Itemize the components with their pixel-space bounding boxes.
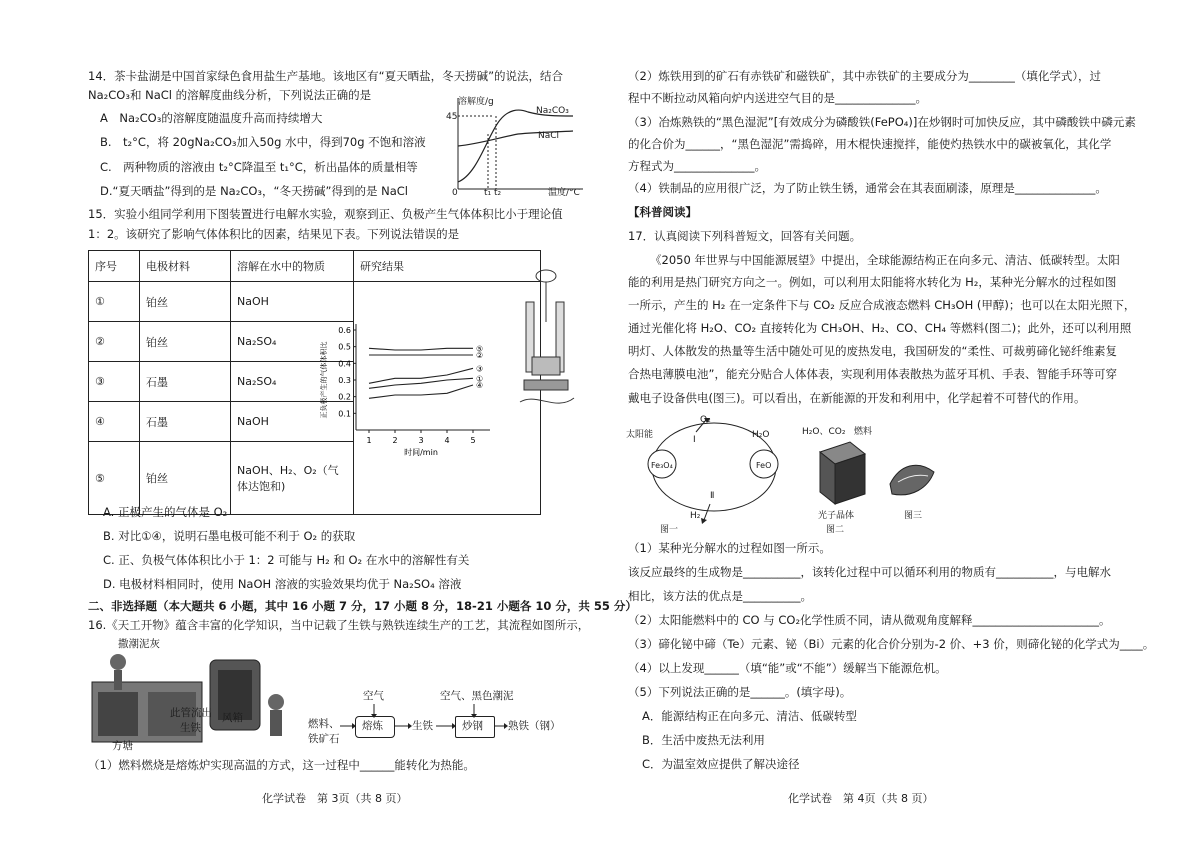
q17-para-line5: 明灯、人体散发的热量等生活中随处可见的废热发电，我国研发的“柔性、可裁剪碲化铋纤维素复 <box>628 344 1117 358</box>
q16-3-line2: 的化合价为______，“黑色湿泥”需捣碎，用木棍快速搅拌，能使灼热铁水中的碳被氧化，其化学 <box>628 137 1112 151</box>
x-tick-label: 4 <box>444 436 450 445</box>
fig2-crystal-label: 光子晶体 <box>818 511 855 521</box>
cell-substance: NaOH <box>231 402 354 442</box>
q17-sub1-line3: 相比，该方法的优点是__________。 <box>628 589 812 603</box>
graph-t1: t₁ <box>484 188 492 198</box>
y-tick-label: 0.4 <box>338 359 351 369</box>
q17-option-a: A．能源结构正在向多元、清洁、低碳转型 <box>642 709 857 723</box>
section-2-title: 二、非选择题（本大题共 6 小题，其中 16 小题 7 分，17 小题 8 分，18-21 小题各 10 分，共 55 分） <box>88 599 637 613</box>
fig1-step-2: Ⅱ <box>710 491 715 501</box>
x-axis-label: 时间/min <box>404 448 438 457</box>
fig1-step-1: Ⅰ <box>693 435 696 445</box>
q15-option-a: A. 正极产生的气体是 O₂ <box>103 505 228 519</box>
y-tick-label: 0.1 <box>338 409 351 419</box>
cell-substance: Na₂SO₄ <box>231 362 354 402</box>
label-pipe-line2: 生铁 <box>180 722 201 734</box>
q15-option-c: C. 正、负极气体体积比小于 1：2 可能与 H₂ 和 O₂ 在水中的溶解性有关 <box>103 553 470 567</box>
fig1-h2: H₂ <box>690 511 701 521</box>
q14-line2: Na₂CO₃和 NaCl 的溶解度曲线分析，下列说法正确的是 <box>88 88 372 102</box>
q17-sub3: （3）碲化铋中碲（Te）元素、铋（Bi）元素的化合价分别为-2 价、+3 价，则碲化铋的化学式为____。 <box>628 637 1155 651</box>
cell-material: 铂丝 <box>140 442 231 515</box>
q15-option-b: B. 对比①④，说明石墨电极可能不利于 O₂ 的获取 <box>103 529 356 543</box>
q16-3-line3: 方程式为______________。 <box>628 159 766 173</box>
q16-line1: 16.《天工开物》蕴含丰富的化学知识，当中记载了生铁与熟铁连续生产的工艺，其流程如图所示， <box>88 618 590 632</box>
th-material: 电极材料 <box>140 251 231 282</box>
q17-sub1: （1）某种光分解水的过程如图一所示。 <box>628 541 831 555</box>
cell-substance-line1: NaOH、H₂、O₂（气 <box>237 464 339 477</box>
graph-series-na2co3: Na₂CO₃ <box>536 106 569 116</box>
cell-substance-line2: 体达饱和) <box>237 480 286 493</box>
footer-left: 化学试卷 第 3页（共 8 页） <box>262 792 408 805</box>
y-tick-label: 0.3 <box>338 376 351 385</box>
q15-line1: 15．实验小组同学利用下图装置进行电解水实验，观察到正、负极产生气体体积比小于理论值 <box>88 207 563 221</box>
graph-ytick-45: 45 <box>446 112 458 122</box>
fig3-caption: 图三 <box>904 511 923 521</box>
label-pipe-line1: 此管流出 <box>170 707 212 719</box>
graph-ylabel: 溶解度/g <box>458 97 494 107</box>
cell-material: 石墨 <box>140 362 231 402</box>
q17-sub1-line2: 该反应最终的生成物是__________，该转化过程中可以循环利用的物质有__________，与电解水 <box>628 565 1111 579</box>
q16-sub1: （1）燃料燃烧是熔炼炉实现高温的方式，这一过程中______能转化为热能。 <box>88 758 475 772</box>
flow-air-mud: 空气、黑色潮泥 <box>440 690 514 702</box>
series-line-5 <box>369 385 473 398</box>
y-tick-label: 0.2 <box>338 392 351 402</box>
q15-option-d: D. 电极材料相同时，使用 NaOH 溶液的实验效果均优于 Na₂SO₄ 溶液 <box>103 577 462 591</box>
label-pond: 方塘 <box>112 740 133 752</box>
graph-t2: t₂ <box>494 188 502 198</box>
q17-sub2: （2）太阳能燃料中的 CO 与 CO₂化学性质不同，请从微观角度解释______________________。 <box>628 613 1111 627</box>
graph-series-nacl: NaCl <box>538 131 560 141</box>
q17-para-line7: 戴电子设备供电(图三)。可以看出，在新能源的开发和利用中，化学起着不可替代的作用。 <box>628 391 1086 405</box>
electrolysis-apparatus-image <box>516 262 576 412</box>
series-label-4: ① <box>476 374 484 384</box>
x-tick-label: 2 <box>392 436 398 445</box>
table-header-row <box>89 251 541 282</box>
fig1-caption: 图一 <box>660 525 679 535</box>
series-label-1: ⑤ <box>476 344 484 354</box>
cell-substance: Na₂SO₄ <box>231 322 354 362</box>
q16-2-line2: 程中不断拉动风箱向炉内送进空气目的是______________。 <box>628 91 927 105</box>
series-line-1 <box>369 348 473 350</box>
q16-4-line: （4）铁制品的应用很广泛，为了防止铁生锈，通常会在其表面刷漆，原理是______________。 <box>628 181 1107 195</box>
graph-xlabel: 温度/°C <box>548 188 580 198</box>
th-no: 序号 <box>89 251 140 282</box>
series-label-2: ② <box>476 351 484 360</box>
cell-substance: NaOH <box>231 282 354 322</box>
q17-para-line1: 《2050 年世界与中国能源展望》中提出，全球能源结构正在向多元、清洁、低碳转型。太阳 <box>650 253 1120 267</box>
x-tick-label: 1 <box>366 436 372 445</box>
flow-arrows <box>340 700 520 740</box>
footer-right: 化学试卷 第 4页（共 8 页） <box>788 792 934 805</box>
q17-sub4: （4）以上发现______（填“能”或“不能”）缓解当下能源危机。 <box>628 661 947 675</box>
cell-no: ③ <box>89 362 140 402</box>
y-tick-label: 0.6 <box>338 326 351 335</box>
cell-material: 石墨 <box>140 402 231 442</box>
section-science-reading: 【科普阅读】 <box>628 205 697 219</box>
cell-material: 铂丝 <box>140 282 231 322</box>
fig1-solar: 太阳能 <box>626 430 654 440</box>
x-tick-label: 5 <box>470 436 476 445</box>
label-fan: 风箱 <box>222 712 243 724</box>
flow-wrought-iron: 熟铁（钢） <box>508 720 561 732</box>
q14-option-c: C. 两种物质的溶液由 t₂°C降温至 t₁°C，析出晶体的质量相等 <box>100 160 418 174</box>
q17-para-line4: 通过光催化将 H₂O、CO₂ 直接转化为 CH₃OH、H₂、CO、CH₄ 等燃料(图二)；此外，还可以利用照 <box>628 321 1132 335</box>
y-tick-label: 0.5 <box>338 342 351 352</box>
q17-option-c: C．为温室效应提供了解决途径 <box>642 757 800 771</box>
flow-input-line2: 铁矿石 <box>308 733 340 745</box>
graph-origin: 0 <box>452 188 458 198</box>
fig1-h2o: H₂O <box>752 430 770 440</box>
q14-option-d: D.“夏天晒盐”得到的是 Na₂CO₃，“冬天捞碱”得到的是 NaCl <box>100 184 408 198</box>
th-substance: 溶解在水中的物质 <box>231 251 354 282</box>
figure-3-wearable <box>888 454 938 504</box>
fig1-o2: O₂ <box>700 415 711 425</box>
cell-material: 铂丝 <box>140 322 231 362</box>
page-right <box>600 0 1200 849</box>
fig1-feo: FeO <box>756 461 772 470</box>
q17-para-line3: 一所示，产生的 H₂ 在一定条件下与 CO₂ 反应合成液态燃料 CH₃OH (甲醇)；也可以在太阳光照下， <box>628 298 1136 312</box>
cell-no: ④ <box>89 402 140 442</box>
fig2-output: 燃料 <box>854 427 873 437</box>
cell-no: ⑤ <box>89 442 140 515</box>
q14-option-b: B. t₂°C，将 20gNa₂CO₃加入50g 水中，得到70g 不饱和溶液 <box>100 135 426 149</box>
cell-no: ① <box>89 282 140 322</box>
q16-2-line1: （2）炼铁用到的矿石有赤铁矿和磁铁矿，其中赤铁矿的主要成分为________（填化学式），过 <box>628 69 1102 83</box>
figure-2-photonic-crystal <box>810 432 870 512</box>
q17-sub5: （5）下列说法正确的是______。(填字母)。 <box>628 685 852 699</box>
table-row <box>89 282 541 322</box>
na2co3-curve <box>458 110 573 182</box>
q14-option-a: A Na₂CO₃的溶解度随温度升高而持续增大 <box>100 111 323 125</box>
flow-box-smelt-label: 熔炼 <box>362 720 383 732</box>
q14-line1: 14．茶卡盐湖是中国首家绿色食用盐生产基地。该地区有“夏天晒盐，冬天捞碱”的说法，结合 <box>88 69 564 83</box>
result-line-chart <box>316 318 506 458</box>
fig2-input: H₂O、CO₂ <box>802 427 846 437</box>
cell-no: ② <box>89 322 140 362</box>
q15-line2: 1：2。该研究了影响气体体积比的因素，结果见下表。下列说法错误的是 <box>88 227 460 241</box>
fig2-caption: 图二 <box>826 525 845 535</box>
q17-option-b: B．生活中废热无法利用 <box>642 733 765 747</box>
flow-pig-iron: 生铁 <box>412 720 433 732</box>
series-line-3 <box>369 368 473 383</box>
label-mud: 撒潮泥灰 <box>118 638 160 650</box>
y-axis-label: 正负极产生的气体体积比 <box>320 341 328 419</box>
flow-input-line1: 燃料、 <box>308 718 340 730</box>
series-label-5: ④ <box>476 381 484 390</box>
fig1-fe3o4: Fe₃O₄ <box>651 461 673 470</box>
q17-para-line6: 合热电薄膜电池”，能充分贴合人体体表，实现利用体表散热为蓝牙耳机、手表、智能手环等可穿 <box>628 367 1117 381</box>
series-label-3: ③ <box>476 364 484 374</box>
th-result: 研究结果 <box>354 251 541 282</box>
q17-para-line2: 能的利用是热门研究方向之一。例如，可以利用太阳能将水转化为 H₂，某种光分解水的过程如图 <box>628 275 1117 289</box>
x-tick-label: 3 <box>418 436 424 445</box>
flow-air: 空气 <box>363 690 384 702</box>
q17-title: 17．认真阅读下列科普短文，回答有关问题。 <box>628 229 862 243</box>
flow-box-fry-label: 炒钢 <box>462 720 483 732</box>
q16-3-line1: （3）冶炼熟铁的“黑色湿泥”[有效成分为磷酸铁(FePO₄)]在炒钢时可加快反应，其中磷酸铁中磷元素 <box>628 115 1136 129</box>
